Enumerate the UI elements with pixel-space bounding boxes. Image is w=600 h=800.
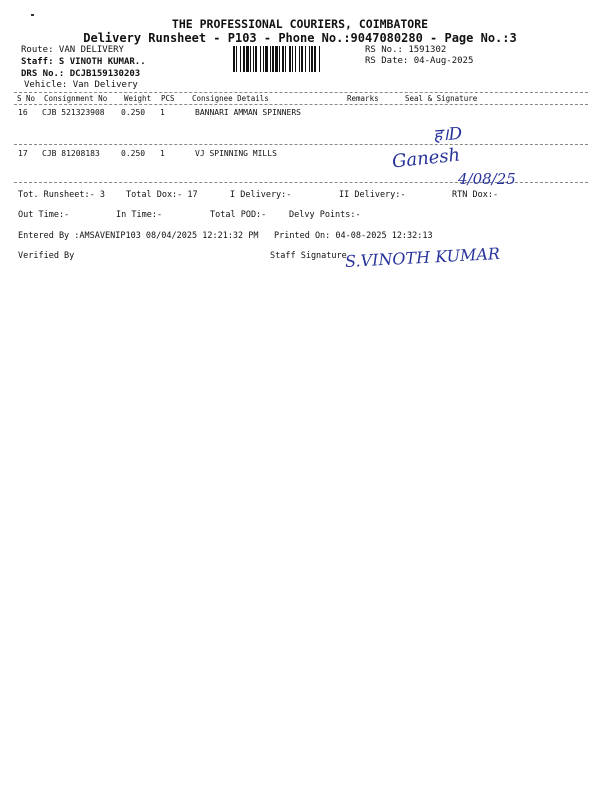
- row1-consignment: CJB 521323908: [42, 108, 105, 117]
- row1-weight: 0.250: [121, 108, 146, 117]
- i-delivery: I Delivery:-: [230, 190, 292, 200]
- drs-number: DRS No.: DCJB159130203: [21, 69, 141, 79]
- row1-consignee: BANNARI AMMAN SPINNERS: [195, 108, 301, 117]
- vehicle-label: Vehicle: Van Delivery: [24, 80, 138, 90]
- out-time: Out Time:-: [18, 210, 70, 220]
- rs-number: RS No.: 1591302: [365, 45, 447, 55]
- rs-date: RS Date: 04-Aug-2025: [365, 56, 474, 66]
- receiver-signature: Ganesh: [391, 144, 462, 173]
- rtn-dox: RTN Dox:-: [452, 190, 499, 200]
- total-dox: Total Dox:- 17: [126, 190, 198, 200]
- col-seal-signature: Seal & Signature: [405, 94, 478, 103]
- printed-on: Printed On: 04-08-2025 12:32:13: [274, 231, 433, 241]
- col-remarks: Remarks: [347, 94, 379, 103]
- row2-pcs: 1: [160, 149, 165, 158]
- entered-by: Entered By :AMSAVENIP103 08/04/2025 12:21:32 PM: [18, 231, 259, 241]
- staff-label: Staff: S VINOTH KUMAR..: [21, 57, 146, 67]
- row2-consignee: VJ SPINNING MILLS: [195, 149, 277, 158]
- handwritten-mark: ह।D: [432, 124, 463, 146]
- total-pod: Total POD:-: [210, 210, 267, 220]
- row2-consignment: CJB 81208183: [42, 149, 100, 158]
- staff-signature: S.VINOTH KUMAR: [344, 243, 501, 272]
- row2-weight: 0.250: [121, 149, 146, 158]
- col-sno: S No: [17, 94, 36, 103]
- scan-speck: [31, 14, 34, 16]
- staff-signature-label: Staff Signature: [270, 251, 347, 261]
- runsheet-subtitle: Delivery Runsheet - P103 - Phone No.:9047080280 - Page No.:3: [83, 31, 517, 45]
- route-label: Route: VAN DELIVERY: [21, 45, 124, 55]
- col-weight: Weight: [124, 94, 152, 103]
- row1-sno: 16: [18, 108, 28, 117]
- col-consignee: Consignee Details: [192, 94, 269, 103]
- verified-by: Verified By: [18, 251, 75, 261]
- col-consignment: Consignment No: [44, 94, 108, 103]
- total-runsheet: Tot. Runsheet:- 3: [18, 190, 105, 200]
- col-pcs: PCS: [161, 94, 175, 103]
- ii-delivery: II Delivery:-: [339, 190, 406, 200]
- delvy-points: Delvy Points:-: [289, 210, 361, 220]
- row2-sno: 17: [18, 149, 28, 158]
- company-title: THE PROFESSIONAL COURIERS, COIMBATORE: [171, 17, 429, 31]
- row1-pcs: 1: [160, 108, 165, 117]
- barcode: [233, 46, 355, 72]
- in-time: In Time:-: [116, 210, 163, 220]
- handwritten-date: 4/08/25: [458, 170, 516, 188]
